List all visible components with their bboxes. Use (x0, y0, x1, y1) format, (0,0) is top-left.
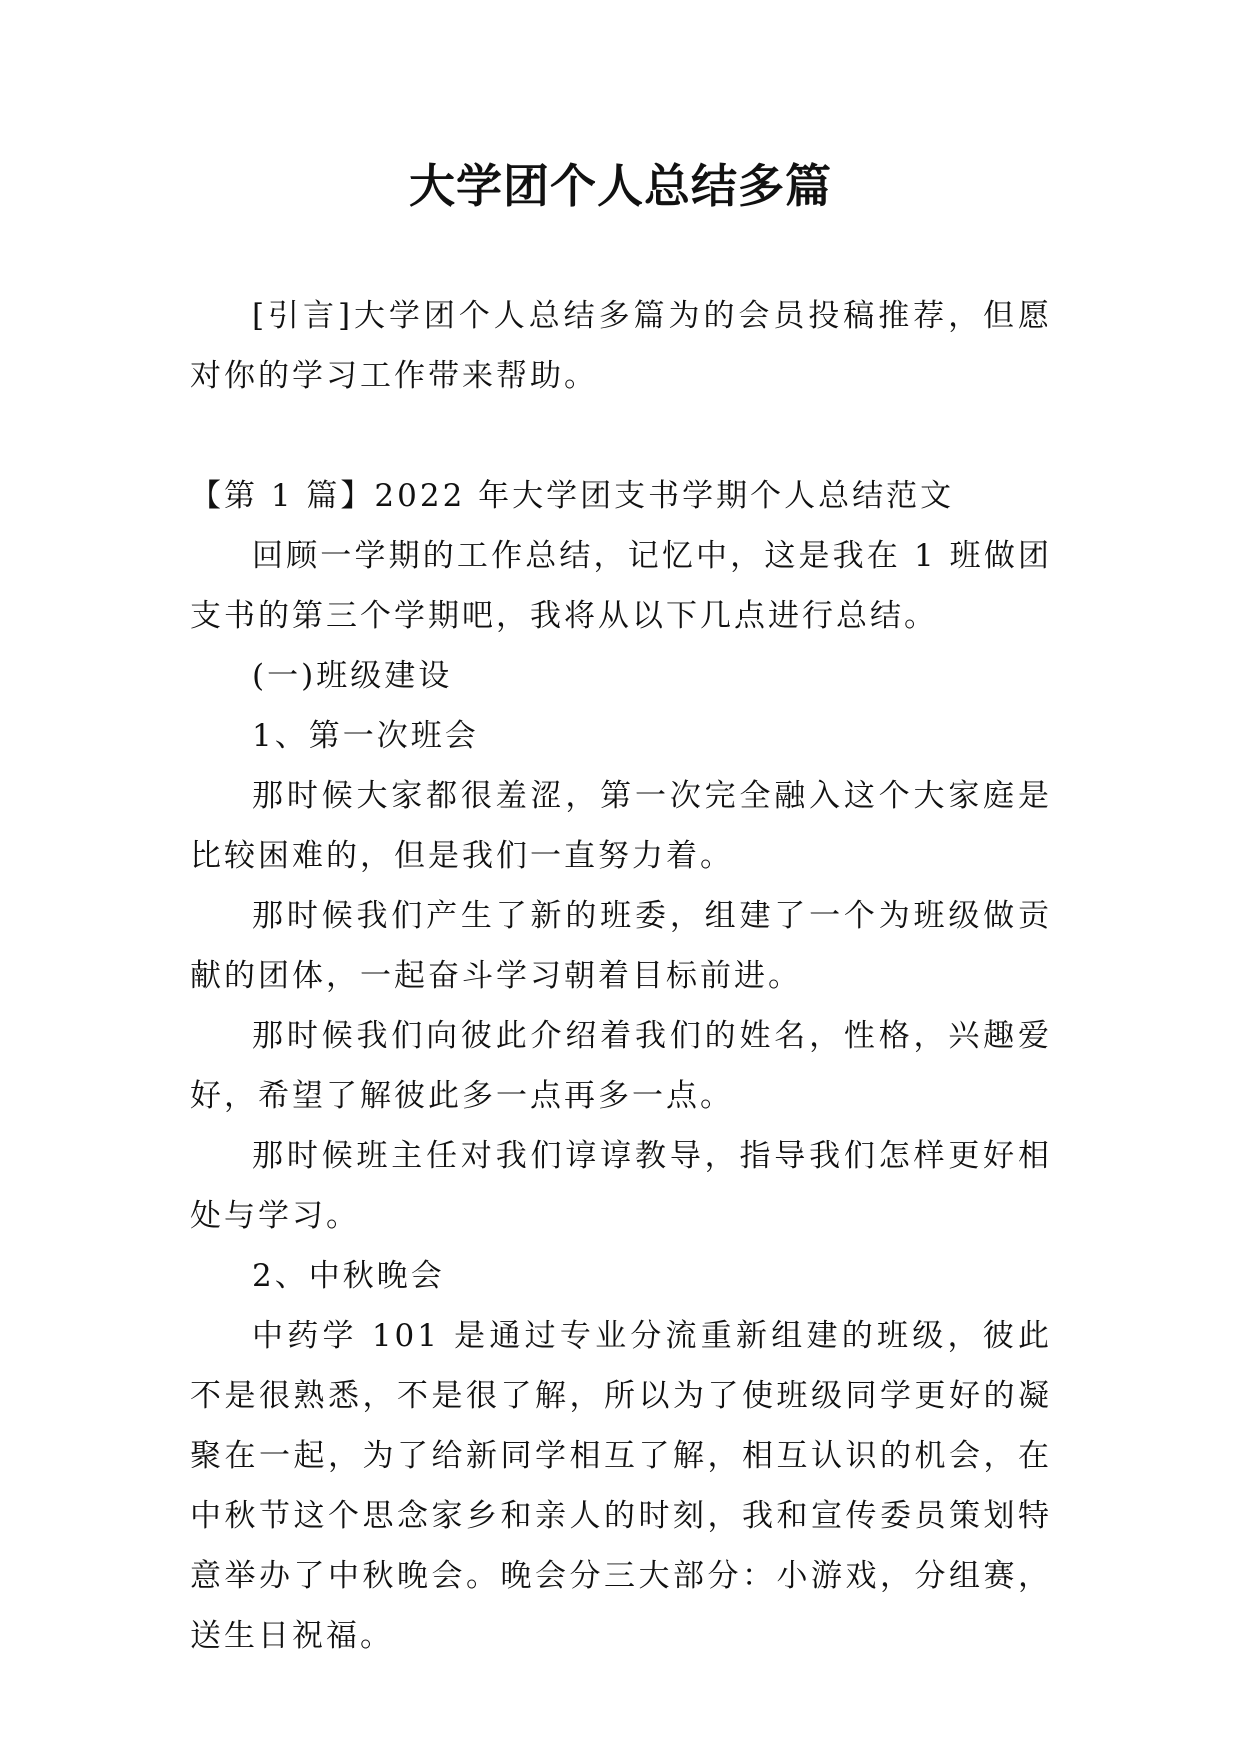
body-paragraph: 中药学 101 是通过专业分流重新组建的班级，彼此不是很熟悉，不是很了解，所以为了使班级同学更好的凝聚在一起，为了给新同学相互了解，相互认识的机会，在中秋节这个思念家乡和亲人的时刻，我和宣传委员策划特意举办了中秋晚会。晚会分三大部分：小游戏，分组赛，送生日祝福。 (190, 1318, 1052, 1654)
body-paragraph: 回顾一学期的工作总结，记忆中，这是我在 1 班做团支书的第三个学期吧，我将从以下几点进行总结。 (190, 538, 1052, 634)
item-heading: 2、中秋晚会 (252, 1258, 445, 1294)
subsection-heading: (一)班级建设 (252, 658, 453, 694)
document-body (190, 286, 1052, 1666)
intro-paragraph: [引言]大学团个人总结多篇为的会员投稿推荐，但愿对你的学习工作带来帮助。 (190, 298, 1052, 394)
item-heading: 1、第一次班会 (252, 718, 479, 754)
body-paragraph: 那时候班主任对我们谆谆教导，指导我们怎样更好相处与学习。 (190, 1138, 1052, 1234)
body-paragraph: 那时候我们产生了新的班委，组建了一个为班级做贡献的团体，一起奋斗学习朝着目标前进。 (190, 898, 1052, 994)
body-paragraph: 那时候大家都很羞涩，第一次完全融入这个大家庭是比较困难的，但是我们一直努力着。 (190, 778, 1052, 874)
section-heading: 【第 1 篇】2022 年大学团支书学期个人总结范文 (190, 478, 955, 514)
document-title: 大学团个人总结多篇 (409, 159, 832, 213)
body-paragraph: 那时候我们向彼此介绍着我们的姓名，性格，兴趣爱好，希望了解彼此多一点再多一点。 (190, 1018, 1052, 1114)
